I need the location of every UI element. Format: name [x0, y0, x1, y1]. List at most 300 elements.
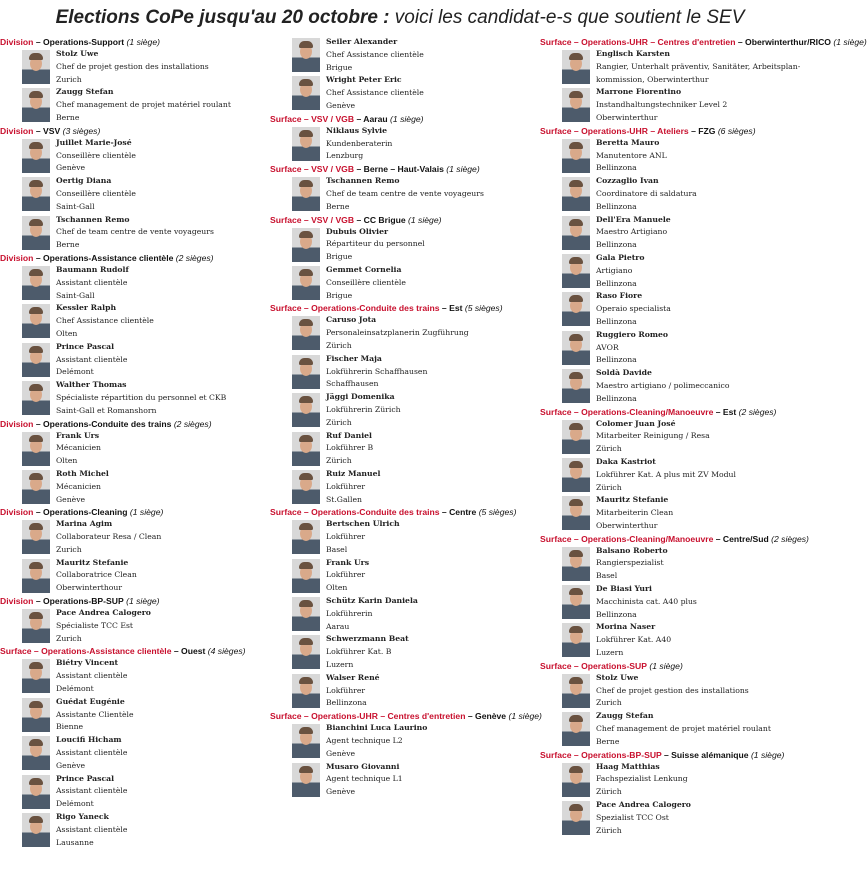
- candidate-photo: [292, 266, 320, 300]
- section-name: – Operations-BP-SUP: [33, 596, 124, 607]
- candidate-photo: [562, 585, 590, 619]
- section-category: Surface – Operations-UHR – Centres d'entretien: [270, 711, 466, 722]
- candidate-function: Chef Assistance clientèle: [326, 88, 424, 98]
- candidate: [540, 137, 800, 175]
- candidate-function: Maestro Artigiano: [596, 227, 668, 237]
- candidate-location: Zürich: [596, 482, 622, 492]
- candidate-location: St.Gallen: [326, 494, 362, 504]
- candidate-name: Frank Urs: [326, 557, 370, 567]
- candidate: [0, 734, 262, 772]
- candidate-text: [326, 264, 532, 302]
- section-category: Surface – Operations-Conduite des trains: [270, 507, 440, 518]
- section-heading: [540, 125, 800, 137]
- candidate-text: [326, 391, 532, 429]
- candidate-text: [596, 86, 800, 124]
- candidate-photo: [22, 609, 50, 643]
- candidate-name: Marrone Fiorentino: [596, 87, 682, 97]
- candidate-photo: [292, 127, 320, 161]
- candidate: [270, 518, 532, 556]
- candidate-name: Baumann Rudolf: [56, 264, 129, 274]
- candidate-text: [326, 595, 532, 633]
- candidate-text: [326, 314, 532, 352]
- section-name: – Berne – Haut-Valais: [354, 164, 444, 175]
- candidate: [0, 341, 262, 379]
- candidate: [0, 518, 262, 556]
- candidate-photo: [292, 355, 320, 389]
- candidate-photo: [292, 597, 320, 631]
- candidate-name: Dubuis Olivier: [326, 226, 389, 236]
- candidate-function: Spécialiste répartition du personnel et CKB: [56, 392, 227, 402]
- candidate: [540, 799, 800, 837]
- candidate-location: Genève: [56, 494, 86, 504]
- candidate-photo: [22, 381, 50, 415]
- candidate: [270, 391, 532, 429]
- candidate-name: Fischer Maja: [326, 353, 382, 363]
- candidate-function: Manutentore ANL: [596, 150, 667, 160]
- candidate-photo: [292, 177, 320, 211]
- section-name: – Genève: [465, 711, 507, 722]
- candidate-name: Ruggiero Romeo: [596, 329, 669, 339]
- candidate: [0, 557, 262, 595]
- candidate-photo: [292, 674, 320, 708]
- candidate: [0, 214, 262, 252]
- candidate-text: [326, 353, 532, 391]
- candidate-location: Genève: [326, 748, 356, 758]
- section-name: – Operations-Assistance clientèle: [33, 252, 174, 263]
- candidate-name: Colomer Juan José: [596, 418, 676, 428]
- candidate-text: [596, 761, 800, 799]
- candidate-function: Conseillère clientèle: [56, 150, 136, 160]
- section-heading: [270, 214, 532, 226]
- candidate-text: [326, 518, 532, 556]
- candidate: [0, 379, 262, 417]
- candidate-location: Bellinzona: [596, 393, 637, 403]
- candidate-function: Chef de team centre de vente voyageurs: [326, 188, 484, 198]
- candidate-location: Zürich: [326, 456, 352, 466]
- candidate-name: Kessler Ralph: [56, 303, 117, 313]
- candidate-name: Oertig Diana: [56, 176, 112, 186]
- candidate-location: Zürich: [596, 825, 622, 835]
- candidate-name: Prince Pascal: [56, 773, 115, 783]
- candidate-photo: [562, 254, 590, 288]
- candidate-name: Beretta Mauro: [596, 137, 660, 147]
- candidate: [270, 74, 532, 112]
- candidate-text: [56, 302, 262, 340]
- candidate-function: Maestro artigiano / polimeccanico: [596, 380, 730, 390]
- candidate-function: Assistant clientèle: [56, 671, 128, 681]
- candidate-photo: [22, 266, 50, 300]
- candidate-text: [56, 518, 262, 556]
- candidate: [540, 214, 800, 252]
- candidate-location: Olten: [56, 328, 78, 338]
- section-seats: (1 siège): [124, 37, 160, 47]
- candidate-location: Aarau: [326, 621, 350, 631]
- candidate-text: [56, 734, 262, 772]
- candidate-name: Ruf Daniel: [326, 430, 372, 440]
- candidate-name: Rigo Yaneck: [56, 812, 109, 822]
- candidate-photo: [22, 432, 50, 466]
- candidate-function: Spécialiste TCC Est: [56, 620, 134, 630]
- section-category: Division: [0, 125, 34, 136]
- column-1: [0, 36, 262, 849]
- section-name: – Operations-Support: [33, 37, 125, 47]
- section-name: – Oberwinterthur/RICO: [735, 37, 831, 47]
- candidate-function: Macchinista cat. A40 plus: [596, 596, 697, 606]
- candidate-name: Gemmet Cornelia: [326, 264, 402, 274]
- candidate-text: [326, 557, 532, 595]
- candidate-photo: [562, 292, 590, 326]
- candidate-location: Zürich: [596, 787, 622, 797]
- section-category: Surface – Operations-SUP: [540, 660, 647, 671]
- candidate-photo: [562, 496, 590, 530]
- candidate-photo: [292, 520, 320, 554]
- candidate-name: Frank Urs: [56, 430, 100, 440]
- candidate-text: [596, 329, 800, 367]
- section-seats: (1 siège): [127, 507, 164, 518]
- candidate-text: [326, 125, 532, 163]
- candidate-function: Agent technique L2: [326, 736, 403, 746]
- candidate-photo: [22, 304, 50, 338]
- candidate-name: Dell'Era Manuele: [596, 214, 671, 224]
- section-heading: [0, 506, 262, 518]
- candidate-location: Zürich: [326, 340, 352, 350]
- candidate-text: [326, 74, 532, 112]
- candidate-photo: [562, 177, 590, 211]
- candidate-name: Tschannen Remo: [326, 176, 400, 186]
- candidate: [540, 175, 800, 213]
- candidate-location: Zurich: [596, 698, 622, 708]
- candidate-text: [56, 468, 262, 506]
- candidate-location: Genève: [326, 787, 356, 797]
- candidate-location: Oberwinterthur: [596, 520, 658, 530]
- section-category: Division: [0, 37, 34, 47]
- section-category: Division: [0, 507, 34, 518]
- candidate-photo: [562, 458, 590, 492]
- section-seats: (1 siège): [387, 113, 424, 124]
- candidate: [270, 633, 532, 671]
- candidate-photo: [292, 635, 320, 669]
- candidate-text: [596, 545, 800, 583]
- candidate-photo: [22, 216, 50, 250]
- candidate-text: [56, 137, 262, 175]
- section-heading: [0, 418, 262, 430]
- candidate-function: Lokführer B: [326, 443, 374, 453]
- section-heading: [270, 506, 532, 518]
- section-category: Surface – VSV / VGB: [270, 113, 355, 124]
- candidate-photo: [292, 228, 320, 262]
- candidate-text: [326, 226, 532, 264]
- candidate: [270, 430, 532, 468]
- candidate: [270, 175, 532, 213]
- candidate-location: Bellinzona: [596, 609, 637, 619]
- candidate: [540, 86, 800, 124]
- candidate: [540, 710, 800, 748]
- candidate-name: Cozzaglio Ivan: [596, 176, 659, 186]
- candidate-function: Operaio specialista: [596, 304, 671, 314]
- candidate-text: [596, 48, 800, 86]
- candidate-function: Lokführer: [326, 685, 366, 695]
- candidate-photo: [562, 801, 590, 835]
- candidate-function: Assistant clientèle: [56, 354, 128, 364]
- candidate-text: [56, 430, 262, 468]
- section-heading: [0, 595, 262, 607]
- candidate-location: Luzern: [596, 648, 624, 658]
- candidate-function: Mitarbeiterin Clean: [596, 508, 674, 518]
- candidate-photo: [562, 763, 590, 797]
- candidate: [0, 302, 262, 340]
- candidate-location: Berne: [326, 201, 350, 211]
- candidate-photo: [292, 432, 320, 466]
- candidate-location: Bellinzona: [596, 278, 637, 288]
- candidate-function: Spezialist TCC Ost: [596, 812, 669, 822]
- candidate-function: Assistant clientèle: [56, 277, 128, 287]
- candidate-function: Assistant clientèle: [56, 748, 128, 758]
- candidate-text: [326, 175, 532, 213]
- candidate-text: [56, 696, 262, 734]
- candidate-photo: [562, 369, 590, 403]
- candidate-name: Schwerzmann Beat: [326, 634, 409, 644]
- candidate-location: Lausanne: [56, 837, 94, 847]
- candidate-name: Seiler Alexander: [326, 37, 398, 46]
- candidate-text: [596, 710, 800, 748]
- candidate-function: Chef management de projet matériel roulant: [56, 100, 231, 110]
- section-seats: (2 sièges): [171, 418, 212, 429]
- candidate-location: Schaffhausen: [326, 379, 379, 389]
- candidate-text: [56, 773, 262, 811]
- candidate-name: Zaugg Stefan: [56, 87, 114, 97]
- candidate-text: [326, 633, 532, 671]
- candidate: [0, 175, 262, 213]
- section-seats: (4 sièges): [205, 646, 246, 657]
- candidate-function: Artigiano: [596, 265, 633, 275]
- candidate: [0, 137, 262, 175]
- candidate-function: Chef management de projet matériel roulant: [596, 724, 771, 734]
- section-category: Surface – Operations-Conduite des trains: [270, 303, 440, 314]
- candidate-photo: [22, 50, 50, 84]
- candidate-name: Gala Pietro: [596, 252, 645, 262]
- candidate: [0, 773, 262, 811]
- candidate-function: Répartiteur du personnel: [326, 239, 425, 249]
- candidate-text: [326, 722, 532, 760]
- section-seats: (2 sièges): [173, 252, 214, 263]
- candidate-function: Lokführer: [326, 481, 366, 491]
- candidate-name: Marina Agim: [56, 519, 113, 529]
- section-seats: (5 sièges): [476, 507, 517, 518]
- candidate-photo: [292, 559, 320, 593]
- candidate-location: Zurich: [56, 74, 82, 84]
- candidate-text: [596, 175, 800, 213]
- candidate-text: [56, 811, 262, 849]
- candidate: [540, 761, 800, 799]
- candidate-location: Bellinzona: [596, 163, 637, 173]
- candidate-name: Balsano Roberto: [596, 545, 668, 555]
- candidate-name: Wright Peter Eric: [326, 75, 402, 85]
- section-heading: [540, 660, 800, 672]
- candidate-text: [56, 341, 262, 379]
- candidate-name: Biétry Vincent: [56, 658, 119, 668]
- candidate-location: Bellinzona: [326, 698, 367, 708]
- candidate-function: Lokführerin: [326, 608, 373, 618]
- candidate-name: Haag Matthias: [596, 761, 660, 771]
- candidate-text: [56, 48, 262, 86]
- section-heading: [0, 252, 262, 264]
- candidate-name: Walther Thomas: [56, 380, 127, 390]
- candidate: [270, 557, 532, 595]
- candidate: [540, 545, 800, 583]
- candidate-name: Juillet Marie-José: [56, 137, 132, 147]
- candidate-function: Assistant clientèle: [56, 824, 128, 834]
- section-category: Surface – VSV / VGB: [270, 214, 355, 225]
- candidate-name: Englisch Karsten: [596, 49, 671, 58]
- candidate-location: Saint-Gall et Romanshorn: [56, 405, 157, 415]
- section-name: – Est: [713, 406, 737, 417]
- candidate-function: Chef de team centre de vente voyageurs: [56, 227, 214, 237]
- candidate: [270, 226, 532, 264]
- candidate-text: [596, 494, 800, 532]
- candidate-photo: [292, 724, 320, 758]
- candidate-photo: [562, 331, 590, 365]
- section-seats: (1 siège): [646, 660, 683, 671]
- candidate-location: Saint-Gall: [56, 290, 95, 300]
- candidate-function: Chef Assistance clientèle: [56, 316, 154, 326]
- section-seats: (2 sièges): [768, 533, 809, 544]
- candidate-location: Brigue: [326, 290, 353, 300]
- candidate-photo: [292, 393, 320, 427]
- candidate-name: Prince Pascal: [56, 341, 115, 351]
- candidate-photo: [562, 674, 590, 708]
- candidate-location: Delémont: [56, 799, 94, 809]
- candidate-function: Lokführer: [326, 532, 366, 542]
- candidate-function: Agent technique L1: [326, 774, 403, 784]
- candidate-location: Brigue: [326, 62, 353, 72]
- candidate: [270, 264, 532, 302]
- candidate-function: Chef de projet gestion des installations: [56, 61, 209, 71]
- section-name: – Operations-Conduite des trains: [33, 418, 172, 429]
- title-main: Elections CoPe jusqu'au 20 octobre :: [55, 7, 390, 28]
- candidate-location: Basel: [326, 544, 348, 554]
- column-3: [540, 36, 867, 837]
- candidate: [540, 583, 800, 621]
- title-sub: voici les candidat-e-s que soutient le SEV: [394, 7, 745, 28]
- candidate: [540, 456, 800, 494]
- section-seats: (2 sièges): [736, 406, 777, 417]
- candidate-name: Mauritz Stefanie: [596, 495, 669, 505]
- candidate-photo: [292, 316, 320, 350]
- candidate-text: [596, 367, 800, 405]
- candidate-name: Bertschen Ulrich: [326, 519, 400, 529]
- candidate-function: Fachspezialist Lenkung: [596, 774, 688, 784]
- candidate-photo: [562, 88, 590, 122]
- candidate-function: AVOR: [596, 342, 619, 352]
- candidate-text: [326, 672, 532, 710]
- candidate: [0, 48, 262, 86]
- candidate-function: Rangier, Unterhalt präventiv, Sanitäter, Arbeitsplan-: [596, 61, 801, 71]
- candidate-name: Loucifi Hicham: [56, 735, 122, 745]
- candidate-function: Assistant clientèle: [56, 786, 128, 796]
- candidate-location: Oberwinterthour: [56, 583, 123, 593]
- candidate-name: Stolz Uwe: [596, 672, 639, 682]
- candidate-location: Zürich: [596, 444, 622, 454]
- candidate-photo: [562, 712, 590, 746]
- candidate-location: Bellinzona: [596, 240, 637, 250]
- candidate: [0, 468, 262, 506]
- candidate-location: Genève: [56, 163, 86, 173]
- candidate-function: Collaboratrice Clean: [56, 570, 137, 580]
- section-seats: (1 siège): [405, 214, 442, 225]
- candidate-name: Daka Kastriot: [596, 456, 656, 466]
- candidate: [270, 36, 532, 74]
- section-heading: [270, 302, 532, 314]
- candidate-text: [596, 799, 800, 837]
- candidate-text: [596, 583, 800, 621]
- candidate: [270, 672, 532, 710]
- candidate-text: [56, 264, 262, 302]
- candidate: [540, 367, 800, 405]
- candidate: [540, 494, 800, 532]
- candidate-location: Zurich: [56, 544, 82, 554]
- section-seats: (1 siège): [443, 164, 480, 175]
- section-category: Surface – Operations-UHR – Centres d'entretien: [540, 37, 736, 47]
- candidate-location: Brigue: [326, 252, 353, 262]
- candidate: [540, 48, 800, 86]
- candidate-name: Walser René: [326, 672, 380, 682]
- candidate: [270, 468, 532, 506]
- section-heading: [540, 533, 809, 545]
- candidate: [540, 672, 800, 710]
- candidate-location: Delémont: [56, 367, 94, 377]
- candidate-name: Jäggi Domenika: [326, 392, 395, 402]
- candidate-photo: [22, 698, 50, 732]
- page-title: [0, 5, 800, 31]
- candidate-location: Zürich: [326, 417, 352, 427]
- candidate-photo: [22, 813, 50, 847]
- candidate-text: [326, 761, 532, 799]
- candidate: [0, 430, 262, 468]
- candidate-function: Chef Assistance clientèle: [326, 49, 424, 59]
- candidate: [0, 86, 262, 124]
- candidate-photo: [562, 420, 590, 454]
- candidate-location: Saint-Gall: [56, 201, 95, 211]
- section-name: – Centre/Sud: [713, 533, 769, 544]
- candidate-name: Caruso Jota: [326, 315, 377, 325]
- section-heading: [540, 36, 867, 48]
- candidate-function: Mitarbeiter Reinigung / Resa: [596, 431, 710, 441]
- section-heading: [0, 125, 262, 137]
- candidate-location: Oberwinterthur: [596, 112, 658, 122]
- section-category: Surface – Operations-Cleaning/Manoeuvre: [540, 406, 714, 417]
- candidate-text: [596, 214, 800, 252]
- candidate: [540, 252, 800, 290]
- candidate-location: Genève: [326, 100, 356, 110]
- candidate-function: Instandhaltungstechniker Level 2: [596, 100, 728, 110]
- candidate-name: Musaro Giovanni: [326, 761, 400, 771]
- candidate-text: [596, 672, 800, 710]
- column-2: [270, 36, 542, 799]
- candidate-photo: [292, 76, 320, 110]
- candidate-photo: [292, 470, 320, 504]
- candidate: [0, 607, 262, 645]
- section-name: – Aarau: [354, 113, 388, 124]
- candidate-location: Olten: [326, 583, 348, 593]
- candidate-photo: [22, 88, 50, 122]
- candidate-photo: [22, 343, 50, 377]
- candidate: [540, 329, 800, 367]
- candidate-photo: [562, 139, 590, 173]
- section-seats: (5 sièges): [462, 303, 503, 314]
- candidate-name: Stolz Uwe: [56, 49, 99, 58]
- candidate-location: Berne: [56, 112, 80, 122]
- section-heading: [540, 406, 800, 418]
